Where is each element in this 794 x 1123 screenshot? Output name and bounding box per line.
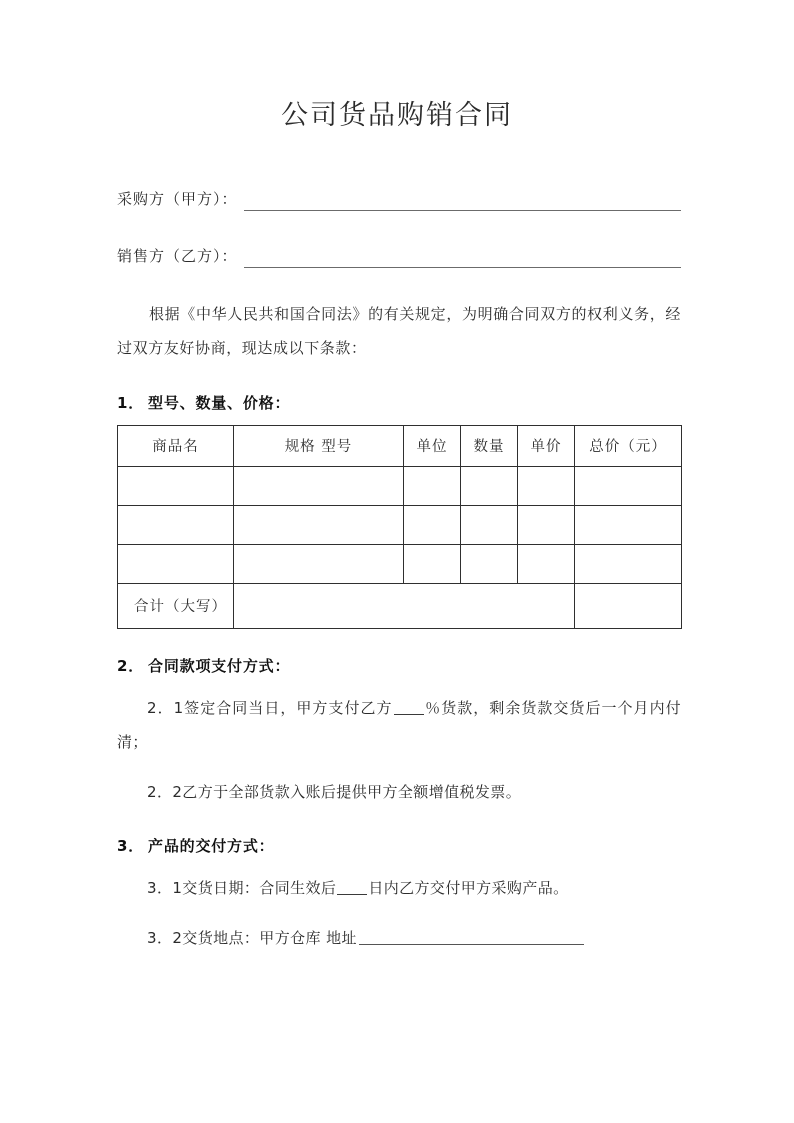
clause-3-2-text-before: 交货地点：甲方仓库 地址 [182,928,357,947]
cell-total-price[interactable] [575,466,682,505]
clause-2-2-number: 2．2 [147,782,183,801]
table-row [118,466,682,505]
column-header-unit-price: 单价 [518,425,575,466]
clause-3-1-text-before: 交货日期：合同生效后 [182,879,337,898]
clause-2-2 [117,775,681,810]
cell-spec-model[interactable] [234,544,404,583]
table-header-row [118,425,682,466]
section-number-1: 1． [117,393,145,412]
cell-unit-price[interactable] [518,505,575,544]
section-title-3: 产品的交付方式： [148,837,275,856]
cell-quantity[interactable] [461,466,518,505]
cell-unit[interactable] [404,466,461,505]
clause-3-1-blank[interactable] [337,894,367,895]
column-header-total-price: 总价（元） [575,425,682,466]
section-heading-3 [117,835,681,856]
section-title-1: 型号、数量、价格： [148,393,291,412]
clause-3-1-number: 3．1 [147,879,183,898]
clause-3-2-number: 3．2 [147,928,183,947]
cell-product-name[interactable] [118,544,234,583]
total-row-amount[interactable] [575,583,682,628]
cell-unit-price[interactable] [518,466,575,505]
clause-3-2 [117,921,681,956]
cell-quantity[interactable] [461,544,518,583]
column-header-unit: 单位 [404,425,461,466]
cell-unit[interactable] [404,544,461,583]
clause-2-1-blank[interactable] [394,714,424,715]
seller-party-input[interactable] [244,250,681,268]
column-header-quantity: 数量 [461,425,518,466]
buyer-party-line [117,188,681,211]
clause-2-1 [117,691,681,760]
table-total-row [118,583,682,628]
cell-spec-model[interactable] [234,466,404,505]
clause-2-1-text-before: 签定合同当日，甲方支付乙方 [183,698,393,717]
column-header-product-name: 商品名 [118,425,234,466]
total-row-amount-in-words[interactable] [234,583,575,628]
cell-spec-model[interactable] [234,505,404,544]
clause-3-1-text-after: 日内乙方交付甲方采购产品。 [368,879,569,898]
cell-total-price[interactable] [575,505,682,544]
section-title-2: 合同款项支付方式： [148,656,291,675]
seller-party-line [117,245,681,268]
clause-3-2-address-blank[interactable] [359,944,584,945]
page-title: 公司货品购销合同 [281,100,513,131]
cell-quantity[interactable] [461,505,518,544]
cell-unit[interactable] [404,505,461,544]
cell-unit-price[interactable] [518,544,575,583]
cell-total-price[interactable] [575,544,682,583]
section-number-2: 2． [117,656,145,675]
seller-party-label: 销售方（乙方）： [117,247,238,266]
total-row-label: 合计（大写） [118,583,234,628]
goods-table [117,425,682,629]
clause-3-1 [117,871,681,906]
buyer-party-input[interactable] [244,193,681,211]
section-heading-2 [117,655,681,676]
clause-2-1-number: 2．1 [147,698,184,717]
preamble-paragraph: 根据《中华人民共和国合同法》的有关规定，为明确合同双方的权利义务，经过双方友好协商，现达成以下条款： [117,305,681,358]
column-header-spec-model: 规格 型号 [234,425,404,466]
cell-product-name[interactable] [118,466,234,505]
document-body [0,188,794,955]
section-heading-1 [117,392,681,413]
cell-product-name[interactable] [118,505,234,544]
clause-2-2-text: 乙方于全部货款入账后提供甲方全额增值税发票。 [182,782,522,801]
clause-2-1-text-after: ％货款，剩余货款交货后一个月内付清； [117,698,681,752]
goods-table-body [118,466,682,628]
table-row [118,544,682,583]
table-row [118,505,682,544]
buyer-party-label: 采购方（甲方）： [117,190,238,209]
section-number-3: 3． [117,837,145,856]
